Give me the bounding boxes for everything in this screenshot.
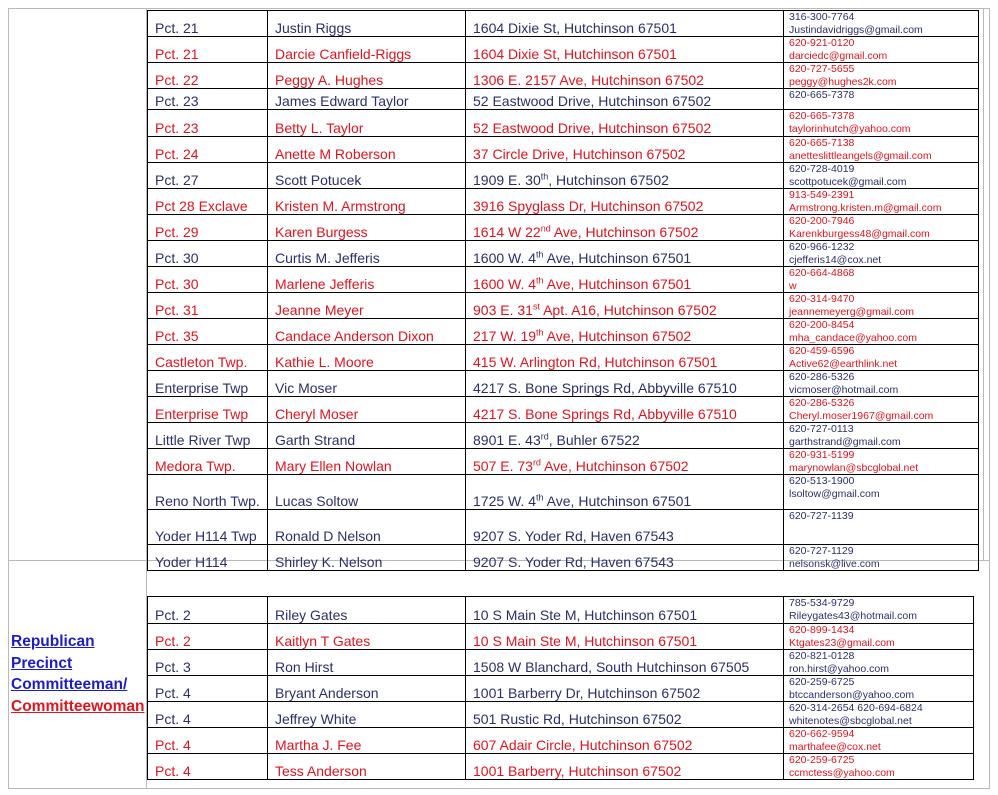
- address-cell: 52 Eastwood Drive, Hutchinson 67502: [466, 89, 784, 110]
- address-cell: 4217 S. Bone Springs Rd, Abbyville 67510: [466, 371, 784, 397]
- precinct-cell: Pct. 4: [148, 676, 268, 702]
- phone-number: 316-300-7764: [789, 11, 855, 23]
- table-row: [148, 545, 979, 571]
- address-cell: 37 Circle Drive, Hutchinson 67502: [466, 137, 784, 163]
- name-cell: Riley Gates: [268, 597, 466, 624]
- name-cell: Candace Anderson Dixon: [268, 319, 466, 345]
- contact-cell: [784, 11, 979, 37]
- table-row: [148, 267, 979, 293]
- name-cell: Kristen M. Armstrong: [268, 189, 466, 215]
- precinct-cell: Pct. 30: [148, 241, 268, 267]
- table-row: [148, 63, 979, 89]
- precinct-cell: Pct. 27: [148, 163, 268, 189]
- precinct-cell: Castleton Twp.: [148, 345, 268, 371]
- name-cell: Kathie L. Moore: [268, 345, 466, 371]
- ordinal-suffix: th: [536, 492, 544, 503]
- phone-number: 620-728-4019: [789, 163, 855, 175]
- contact-cell: [784, 345, 979, 371]
- phone-number: 620-727-5655: [789, 63, 855, 75]
- precinct-cell: Pct. 21: [148, 37, 268, 63]
- table-row: [148, 728, 974, 754]
- precinct-cell: Pct. 4: [148, 728, 268, 754]
- address-cell: 8901 E. 43rd, Buhler 67522: [466, 423, 784, 449]
- table-row: [148, 397, 979, 423]
- lower-roster-table: [147, 596, 974, 780]
- contact-cell: [784, 449, 979, 475]
- table-row: [148, 137, 979, 163]
- email-address[interactable]: btccanderson@yahoo.com: [789, 688, 915, 701]
- email-address[interactable]: Armstrong.kristen.m@gmail.com: [789, 201, 942, 214]
- precinct-cell: Enterprise Twp: [148, 371, 268, 397]
- precinct-cell: Pct. 2: [148, 624, 268, 650]
- contact-cell: [784, 110, 979, 137]
- section-label-line4: Committeewoman: [11, 697, 145, 715]
- precinct-cell: Pct. 22: [148, 63, 268, 89]
- address-cell: 1508 W Blanchard, South Hutchinson 67505: [466, 650, 784, 676]
- precinct-cell: Pct. 35: [148, 319, 268, 345]
- table-row: [148, 215, 979, 241]
- phone-number: 620-665-7378: [789, 110, 855, 122]
- name-cell: Karen Burgess: [268, 215, 466, 241]
- precinct-cell: Little River Twp: [148, 423, 268, 449]
- address-cell: 1725 W. 4th Ave, Hutchinson 67501: [466, 475, 784, 510]
- email-address[interactable]: jeannemeyerg@gmail.com: [789, 305, 915, 318]
- address-cell: 903 E. 31st Apt. A16, Hutchinson 67502: [466, 293, 784, 319]
- email-address[interactable]: Justindavidriggs@gmail.com: [789, 23, 923, 36]
- name-cell: Lucas Soltow: [268, 475, 466, 510]
- address-cell: 1614 W 22nd Ave, Hutchinson 67502: [466, 215, 784, 241]
- phone-number: 620-727-1139: [789, 510, 854, 522]
- ordinal-suffix: rd: [532, 457, 541, 468]
- email-address[interactable]: taylorinhutch@yahoo.com: [789, 122, 911, 135]
- table-row: [148, 189, 979, 215]
- contact-cell: [784, 754, 974, 780]
- contact-cell: [784, 475, 979, 510]
- contact-cell: [784, 597, 974, 624]
- ordinal-suffix: th: [536, 249, 544, 260]
- name-cell: Shirley K. Nelson: [268, 545, 466, 571]
- table-row: [148, 650, 974, 676]
- precinct-cell: Pct. 23: [148, 89, 268, 110]
- name-cell: Betty L. Taylor: [268, 110, 466, 137]
- name-cell: Kaitlyn T Gates: [268, 624, 466, 650]
- email-address[interactable]: darciedc@gmail.com: [789, 49, 888, 62]
- phone-number: 620-727-1129: [789, 545, 854, 557]
- name-cell: Mary Ellen Nowlan: [268, 449, 466, 475]
- address-cell: 1306 E. 2157 Ave, Hutchinson 67502: [466, 63, 784, 89]
- contact-cell: [784, 728, 974, 754]
- contact-cell: [784, 676, 974, 702]
- precinct-cell: Pct. 23: [148, 110, 268, 137]
- address-cell: 10 S Main Ste M, Hutchinson 67501: [466, 597, 784, 624]
- ordinal-suffix: rd: [540, 431, 549, 442]
- ordinal-suffix: th: [540, 171, 549, 182]
- section-label-line1: Republican: [11, 633, 95, 650]
- ordinal-suffix: st: [532, 301, 540, 312]
- address-cell: 507 E. 73rd Ave, Hutchinson 67502: [466, 449, 784, 475]
- address-cell: 1001 Barberry, Hutchinson 67502: [466, 754, 784, 780]
- precinct-cell: Pct. 21: [148, 11, 268, 37]
- email-address[interactable]: ccmctess@yahoo.com: [789, 766, 895, 779]
- table-row: [148, 702, 974, 728]
- name-cell: Marlene Jefferis: [268, 267, 466, 293]
- address-cell: 3916 Spyglass Dr, Hutchinson 67502: [466, 189, 784, 215]
- contact-cell: [784, 63, 979, 89]
- table-row: [148, 89, 979, 110]
- phone-number: 620-200-8454: [789, 319, 855, 331]
- name-cell: Garth Strand: [268, 423, 466, 449]
- name-cell: Martha J. Fee: [268, 728, 466, 754]
- address-cell: 1604 Dixie St, Hutchinson 67501: [466, 37, 784, 63]
- precinct-cell: Yoder H114 Twp: [148, 510, 268, 545]
- email-address[interactable]: peggy@hughes2k.com: [789, 75, 897, 88]
- name-cell: Jeanne Meyer: [268, 293, 466, 319]
- contact-cell: [784, 545, 979, 571]
- phone-number: 620-259-6725: [789, 676, 855, 688]
- address-cell: 52 Eastwood Drive, Hutchinson 67502: [466, 110, 784, 137]
- precinct-cell: Reno North Twp.: [148, 475, 268, 510]
- email-address[interactable]: Ktgates23@gmail.com: [789, 636, 895, 649]
- phone-number: 620-200-7946: [789, 215, 855, 227]
- address-cell: 9207 S. Yoder Rd, Haven 67543: [466, 510, 784, 545]
- precinct-cell: Pct. 4: [148, 754, 268, 780]
- ordinal-suffix: th: [536, 275, 544, 286]
- address-cell: 1604 Dixie St, Hutchinson 67501: [466, 11, 784, 37]
- contact-cell: [784, 137, 979, 163]
- phone-number: 620-921-0120: [789, 37, 855, 49]
- table-row: [148, 163, 979, 189]
- email-address[interactable]: whitenotes@sbcglobal.net: [789, 714, 912, 727]
- contact-cell: [784, 163, 979, 189]
- name-cell: Justin Riggs: [268, 11, 466, 37]
- precinct-cell: Yoder H114: [148, 545, 268, 571]
- phone-number: 620-899-1434: [789, 624, 855, 636]
- ordinal-suffix: nd: [540, 223, 551, 234]
- table-row: [148, 475, 979, 510]
- address-cell: 1001 Barberry Dr, Hutchinson 67502: [466, 676, 784, 702]
- address-cell: 607 Adair Circle, Hutchinson 67502: [466, 728, 784, 754]
- precinct-cell: Medora Twp.: [148, 449, 268, 475]
- name-cell: Cheryl Moser: [268, 397, 466, 423]
- contact-cell: [784, 510, 979, 545]
- address-cell: 4217 S. Bone Springs Rd, Abbyville 67510: [466, 397, 784, 423]
- address-cell: 1600 W. 4th Ave, Hutchinson 67501: [466, 267, 784, 293]
- precinct-cell: Enterprise Twp: [148, 397, 268, 423]
- table-row: [148, 11, 979, 37]
- contact-cell: [784, 267, 979, 293]
- name-cell: Jeffrey White: [268, 702, 466, 728]
- name-cell: Scott Potucek: [268, 163, 466, 189]
- precinct-cell: Pct. 30: [148, 267, 268, 293]
- name-cell: Bryant Anderson: [268, 676, 466, 702]
- section-label-line3: Committeeman/: [11, 676, 128, 693]
- phone-number: 620-314-2654 620-694-6824: [789, 702, 923, 714]
- contact-cell: [784, 423, 979, 449]
- email-address[interactable]: scottpotucek@gmail.com: [789, 175, 907, 188]
- address-cell: 9207 S. Yoder Rd, Haven 67543: [466, 545, 784, 571]
- name-cell: Tess Anderson: [268, 754, 466, 780]
- name-cell: Ron Hirst: [268, 650, 466, 676]
- table-row: [148, 371, 979, 397]
- right-divider-upper: [983, 8, 984, 560]
- precinct-cell: Pct. 2: [148, 597, 268, 624]
- section-label-line2: Precinct: [11, 654, 73, 672]
- table-row: [148, 110, 979, 137]
- upper-roster-table: [147, 10, 979, 571]
- email-address[interactable]: mha_candace@yahoo.com: [789, 331, 917, 344]
- ordinal-suffix: th: [536, 327, 544, 338]
- phone-number: 620-259-6725: [789, 754, 855, 766]
- phone-number: 620-314-9470: [789, 293, 855, 305]
- contact-cell: [784, 624, 974, 650]
- contact-cell: [784, 189, 979, 215]
- email-address[interactable]: Cheryl.moser1967@gmail.com: [789, 409, 934, 422]
- contact-cell: [784, 702, 974, 728]
- table-row: [148, 449, 979, 475]
- contact-cell: [784, 650, 974, 676]
- contact-cell: [784, 37, 979, 63]
- email-address[interactable]: w: [789, 279, 797, 292]
- contact-cell: [784, 371, 979, 397]
- address-cell: 1909 E. 30th, Hutchinson 67502: [466, 163, 784, 189]
- name-cell: Curtis M. Jefferis: [268, 241, 466, 267]
- table-row: [148, 319, 979, 345]
- table-row: [148, 241, 979, 267]
- email-address[interactable]: marynowlan@sbcglobal.net: [789, 461, 919, 474]
- table-row: [148, 37, 979, 63]
- email-address[interactable]: ron.hirst@yahoo.com: [789, 662, 889, 675]
- email-address[interactable]: vicmoser@hotmail.com: [789, 383, 899, 396]
- precinct-cell: Pct. 24: [148, 137, 268, 163]
- contact-cell: [784, 397, 979, 423]
- address-cell: 1600 W. 4th Ave, Hutchinson 67501: [466, 241, 784, 267]
- contact-cell: [784, 89, 979, 110]
- phone-number: 620-513-1900: [789, 475, 855, 487]
- email-address[interactable]: garthstrand@gmail.com: [789, 435, 901, 448]
- email-address[interactable]: anetteslittleangels@gmail.com: [789, 149, 932, 162]
- name-cell: Vic Moser: [268, 371, 466, 397]
- phone-number: 620-931-5199: [789, 449, 855, 461]
- address-cell: 501 Rustic Rd, Hutchinson 67502: [466, 702, 784, 728]
- phone-number: 620-286-5326: [789, 397, 855, 409]
- precinct-cell: Pct. 31: [148, 293, 268, 319]
- table-row: [148, 754, 974, 780]
- phone-number: 620-966-1232: [789, 241, 855, 253]
- table-row: [148, 624, 974, 650]
- table-row: [148, 423, 979, 449]
- phone-number: 620-727-0113: [789, 423, 854, 435]
- contact-cell: [784, 319, 979, 345]
- contact-cell: [784, 215, 979, 241]
- name-cell: Darcie Canfield-Riggs: [268, 37, 466, 63]
- table-row: [148, 597, 974, 624]
- phone-number: 620-459-6596: [789, 345, 855, 357]
- email-address[interactable]: Rileygates43@hotmail.com: [789, 609, 917, 622]
- precinct-cell: Pct. 3: [148, 650, 268, 676]
- phone-number: 620-665-7378: [789, 89, 855, 101]
- section-label: [11, 631, 145, 717]
- phone-number: 620-821-0128: [789, 650, 855, 662]
- precinct-cell: Pct. 29: [148, 215, 268, 241]
- email-address[interactable]: lsoltow@gmail.com: [789, 487, 880, 500]
- precinct-cell: Pct. 4: [148, 702, 268, 728]
- address-cell: 10 S Main Ste M, Hutchinson 67501: [466, 624, 784, 650]
- name-cell: James Edward Taylor: [268, 89, 466, 110]
- phone-number: 620-286-5326: [789, 371, 855, 383]
- phone-number: 620-662-9594: [789, 728, 855, 740]
- phone-number: 913-549-2391: [789, 189, 855, 201]
- name-cell: Peggy A. Hughes: [268, 63, 466, 89]
- email-address[interactable]: Karenkburgess48@gmail.com: [789, 227, 930, 240]
- contact-cell: [784, 293, 979, 319]
- table-row: [148, 345, 979, 371]
- table-row: [148, 676, 974, 702]
- contact-cell: [784, 241, 979, 267]
- precinct-cell: Pct 28 Exclave: [148, 189, 268, 215]
- address-cell: 415 W. Arlington Rd, Hutchinson 67501: [466, 345, 784, 371]
- phone-number: 785-534-9729: [789, 597, 855, 609]
- address-cell: 217 W. 19th Ave, Hutchinson 67502: [466, 319, 784, 345]
- table-row: [148, 293, 979, 319]
- email-address[interactable]: marthafee@cox.net: [789, 740, 881, 753]
- name-cell: Anette M Roberson: [268, 137, 466, 163]
- email-address[interactable]: Active62@earthlink.net: [789, 357, 898, 370]
- phone-number: 620-664-4868: [789, 267, 855, 279]
- table-row: [148, 510, 979, 545]
- email-address[interactable]: cjefferis14@cox.net: [789, 253, 882, 266]
- email-address[interactable]: nelsonsk@live.com: [789, 557, 880, 570]
- phone-number: 620-665-7138: [789, 137, 855, 149]
- name-cell: Ronald D Nelson: [268, 510, 466, 545]
